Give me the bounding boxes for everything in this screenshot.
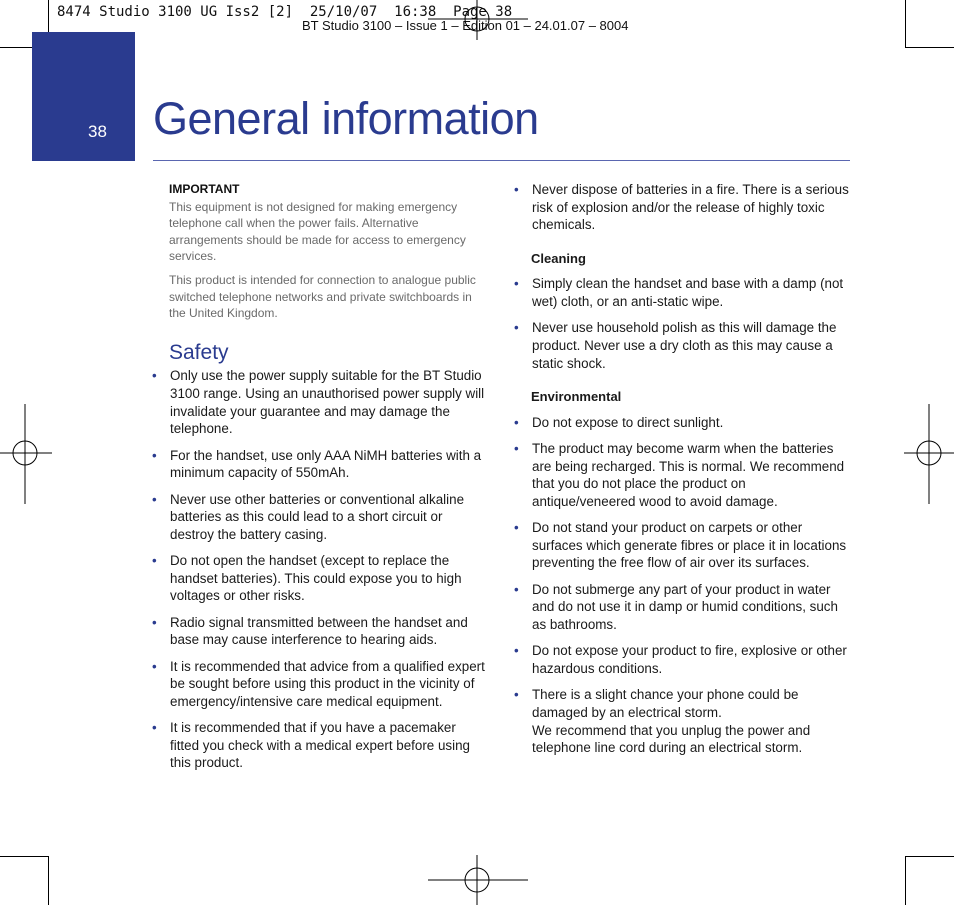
list-item bbox=[152, 491, 488, 544]
page-title: General information bbox=[153, 93, 539, 144]
bullet-icon: • bbox=[152, 720, 157, 736]
environmental-list bbox=[514, 414, 850, 757]
list-item bbox=[514, 686, 850, 756]
list-item bbox=[514, 581, 850, 634]
list-item-text: Do not expose your product to fire, explosive or other hazardous conditions. bbox=[532, 643, 847, 677]
registration-mark-left bbox=[0, 404, 52, 504]
safety-heading: Safety bbox=[169, 340, 229, 364]
list-item-text: It is recommended that if you have a pacemaker fitted you check with a medical expert before using this product. bbox=[170, 720, 470, 771]
list-item-text: Do not submerge any part of your product in water and do not use it in damp or humid conditions, such as bathrooms. bbox=[532, 581, 838, 633]
safety-list-continued bbox=[514, 181, 850, 234]
list-item-text: Simply clean the handset and base with a damp (not wet) cloth, or an anti-static wipe. bbox=[532, 276, 844, 309]
bullet-icon: • bbox=[152, 553, 157, 569]
safety-list bbox=[152, 367, 488, 772]
list-item bbox=[152, 658, 488, 711]
list-item bbox=[152, 614, 488, 649]
list-item-text: Only use the power supply suitable for the BT Studio 3100 range. Using an unauthorised power supply will invalidate your guarantee and may damage the telephone. bbox=[170, 368, 485, 437]
list-item-text: Radio signal transmitted between the handset and base may cause interference to hearing aids. bbox=[170, 614, 468, 648]
bullet-icon: • bbox=[514, 643, 519, 659]
registration-mark-bottom bbox=[428, 855, 528, 905]
important-heading: IMPORTANT bbox=[169, 182, 240, 196]
list-item-text: For the handset, use only AAA NiMH batteries with a minimum capacity of 550mAh. bbox=[170, 447, 482, 481]
list-item bbox=[514, 414, 850, 432]
bullet-icon: • bbox=[152, 658, 157, 674]
bullet-icon: • bbox=[152, 368, 157, 384]
list-item bbox=[152, 552, 488, 605]
bullet-icon: • bbox=[514, 581, 519, 597]
list-item-text: Never use household polish as this will damage the product. Never use a dry cloth as this may cause a static shock. bbox=[532, 320, 837, 371]
bullet-icon: • bbox=[152, 447, 157, 463]
left-column bbox=[152, 181, 488, 781]
list-item bbox=[514, 181, 850, 234]
cleaning-heading: Cleaning bbox=[531, 250, 586, 266]
bullet-icon: • bbox=[152, 614, 157, 630]
job-slug-line: 8474 Studio 3100 UG Iss2 [2] 25/10/07 16:38 Page 38 bbox=[57, 4, 513, 20]
bullet-icon: • bbox=[514, 182, 519, 197]
list-item-text: There is a slight chance your phone could be damaged by an electrical storm. We recommend that you unplug the power and telephone line cord during an electrical storm. bbox=[532, 687, 811, 756]
title-rule bbox=[153, 160, 850, 161]
list-item-text: The product may become warm when the batteries are being recharged. This is normal. We recommend that you do not place the product on antique/veneered wood to avoid damage. bbox=[532, 441, 845, 509]
cleaning-list bbox=[514, 275, 850, 372]
list-item-text: It is recommended that advice from a qualified expert be sought before using this product in the vicinity of emergency/intensive care medical equipment. bbox=[170, 658, 485, 709]
list-item-text: Do not expose to direct sunlight. bbox=[532, 414, 724, 430]
bullet-icon: • bbox=[514, 520, 519, 536]
list-item bbox=[152, 367, 488, 437]
bullet-icon: • bbox=[514, 276, 519, 292]
list-item-text: Do not open the handset (except to replace the handset batteries). This could expose you to high voltages or other risks. bbox=[170, 553, 462, 604]
list-item-text: Do not stand your product on carpets or other surfaces which generate fibres or place it in locations preventing the free flow of air over its surfaces. bbox=[532, 520, 847, 571]
list-item bbox=[514, 440, 850, 510]
list-item bbox=[514, 642, 850, 677]
list-item bbox=[514, 519, 850, 572]
right-column bbox=[514, 181, 850, 766]
environmental-heading: Environmental bbox=[531, 389, 622, 405]
list-item-text: Never dispose of batteries in a fire. There is a serious risk of explosion and/or the release of highly toxic chemicals. bbox=[532, 182, 849, 233]
bullet-icon: • bbox=[152, 491, 157, 507]
page-number: 38 bbox=[88, 122, 107, 141]
important-paragraph-1: This equipment is not designed for making emergency telephone call when the power fails. Alternative arrangements should be made for access to emergency services. bbox=[169, 199, 466, 264]
bullet-icon: • bbox=[514, 414, 519, 430]
bullet-icon: • bbox=[514, 441, 519, 457]
list-item-text: Never use other batteries or conventional alkaline batteries as this could lead to a short circuit or destroy the battery casing. bbox=[170, 491, 465, 542]
list-item bbox=[152, 719, 488, 772]
list-item bbox=[514, 319, 850, 372]
bullet-icon: • bbox=[514, 320, 519, 336]
list-item bbox=[152, 447, 488, 482]
important-paragraph-2: This product is intended for connection to analogue public switched telephone networks and private switchboards in the United Kingdom. bbox=[169, 272, 476, 321]
registration-mark-top bbox=[428, 0, 528, 40]
list-item bbox=[514, 275, 850, 310]
edition-line: BT Studio 3100 – Issue 1 – Edition 01 – 24.01.07 – 8004 bbox=[302, 18, 629, 33]
bullet-icon: • bbox=[514, 687, 519, 703]
page-tab bbox=[32, 32, 135, 161]
registration-mark-right bbox=[904, 404, 954, 504]
